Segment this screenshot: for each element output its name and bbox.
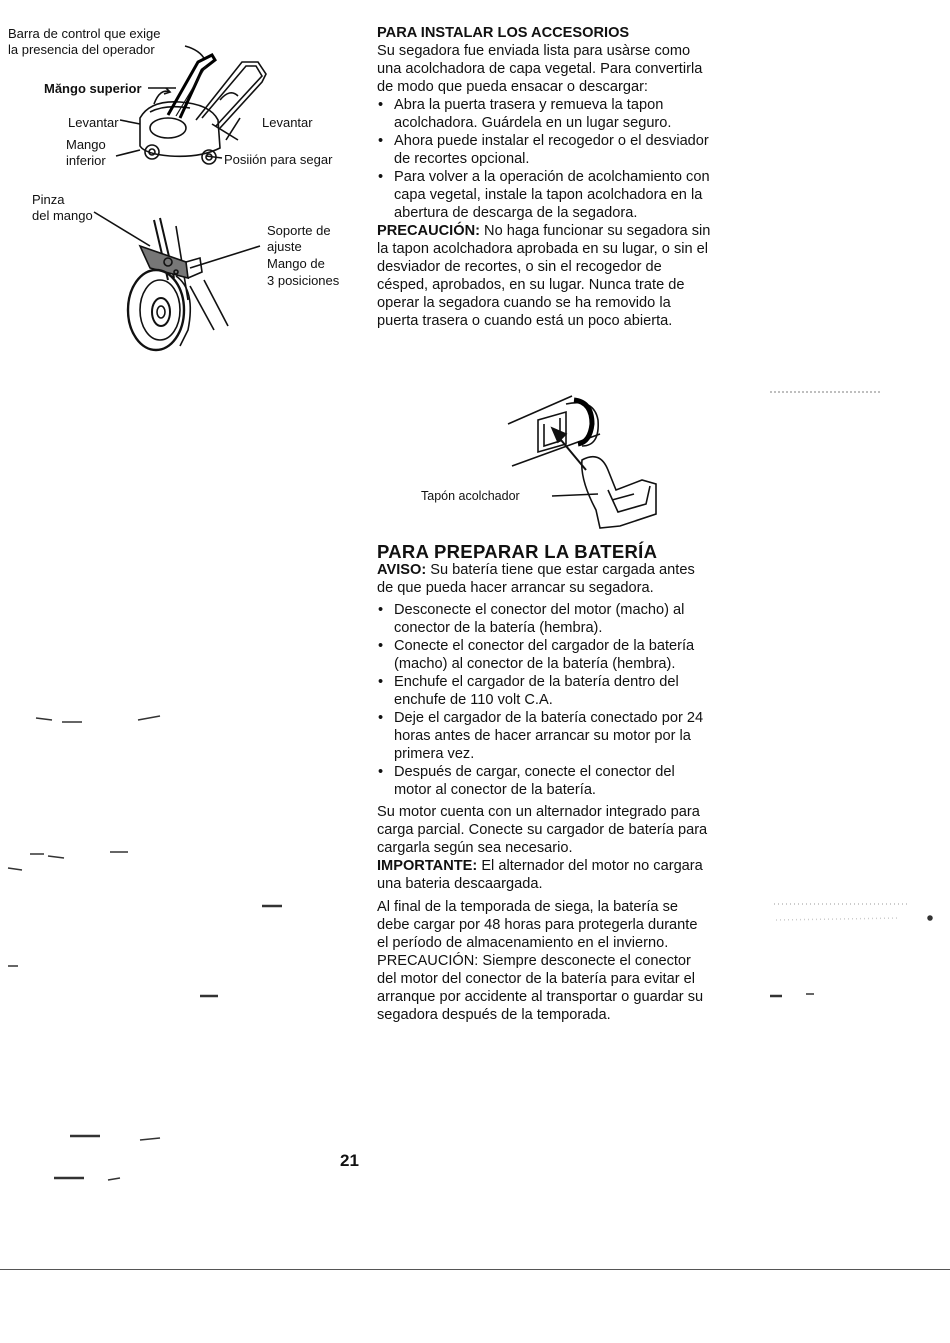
label-lower-handle-2: inferior bbox=[66, 153, 106, 168]
label-clip-1: Pinza bbox=[32, 192, 65, 207]
label-upper-handle: Măngo superior bbox=[44, 81, 142, 96]
label-control-bar-2: la presencia del operador bbox=[8, 42, 155, 57]
label-bracket-4: 3 posiciones bbox=[267, 273, 340, 288]
list-item: • Después de cargar, conecte el conector del motor al conector de la batería. bbox=[377, 763, 712, 799]
list-item: • Enchufe el cargador de la batería dentro del enchufe de 110 volt C.A. bbox=[377, 673, 712, 709]
page-number: 21 bbox=[340, 1151, 359, 1170]
accessories-intro: Su segadora fue enviada lista para usàrse como una acolchadora de capa vegetal. Para convertirla de modo que pueda ensacar o descargar: bbox=[377, 43, 703, 95]
list-item: • Ahora puede instalar el recogedor o el desviador de recortes opcional. bbox=[377, 132, 712, 168]
list-item: • Desconecte el conector del motor (macho) al conector de la batería (hembra). bbox=[377, 601, 712, 637]
heading-prepare-battery: PARA PREPARAR LA BATERÍA bbox=[377, 541, 658, 562]
important-label: IMPORTANTE: bbox=[377, 858, 478, 874]
heading-install-accessories: PARA INSTALAR LOS ACCESORIOS bbox=[377, 25, 630, 41]
important-text: El alternador del motor no cargara una bateria descaargada. bbox=[377, 858, 703, 892]
list-item: • Conecte el conector del cargador de la batería (macho) al conector de la batería (hembra). bbox=[377, 637, 712, 673]
list-item: • Deje el cargador de la batería conectado por 24 horas antes de hacer arrancar su motor por la primera vez. bbox=[377, 709, 712, 763]
label-mow-position: Posiión para segar bbox=[224, 152, 333, 167]
notice-label: AVISO: bbox=[377, 562, 427, 578]
notice-text: Su batería tiene que estar cargada antes de que pueda hacer arrancar su segadora. bbox=[377, 562, 695, 596]
label-lower-handle-1: Mango bbox=[66, 137, 106, 152]
caution-label: PRECAUCIÓN: bbox=[377, 223, 480, 239]
label-clip-2: del mango bbox=[32, 208, 93, 223]
list-item: • Abra la puerta trasera y remueva la tapon acolchadora. Guárdela en un lugar seguro. bbox=[377, 96, 712, 132]
label-bracket-2: ajuste bbox=[267, 239, 302, 254]
label-lift-right: Levantar bbox=[262, 115, 313, 130]
label-lift-left: Levantar bbox=[68, 115, 119, 130]
label-control-bar-1: Barra de control que exige bbox=[8, 26, 161, 41]
label-mulch-plug: Tapón acolchador bbox=[421, 489, 520, 503]
label-bracket-3: Mango de bbox=[267, 256, 325, 271]
label-bracket-1: Soporte de bbox=[267, 223, 331, 238]
storage-caution-paragraph: PRECAUCIÓN: Siempre desconecte el conector del motor del conector de la batería para evitar el arranque por accidente al transportar o guardar su segadora después de la temporada. bbox=[377, 953, 704, 1023]
season-paragraph: Al final de la temporada de siega, la batería se debe cargar por 48 horas para protegerla durante el período de almacenamiento en el invierno. bbox=[377, 899, 698, 951]
alternator-paragraph: Su motor cuenta con un alternador integrado para carga parcial. Conecte su cargador de batería para cargarla según sea necesario. bbox=[377, 804, 708, 856]
caution-text: No haga funcionar su segadora sin la tapon acolchadora aprobada en su lugar, o sin el desviador de recortes, o sin el recogedor de césped, aprobados, en su lugar. Nunca trate de operar la segadora cuando se ha removido la puerta trasera o cuando está un poco abierta. bbox=[377, 223, 711, 329]
list-item: • Para volver a la operación de acolchamiento con capa vegetal, instale la tapon acolchadora en la abertura de descarga de la segadora. bbox=[377, 168, 712, 222]
